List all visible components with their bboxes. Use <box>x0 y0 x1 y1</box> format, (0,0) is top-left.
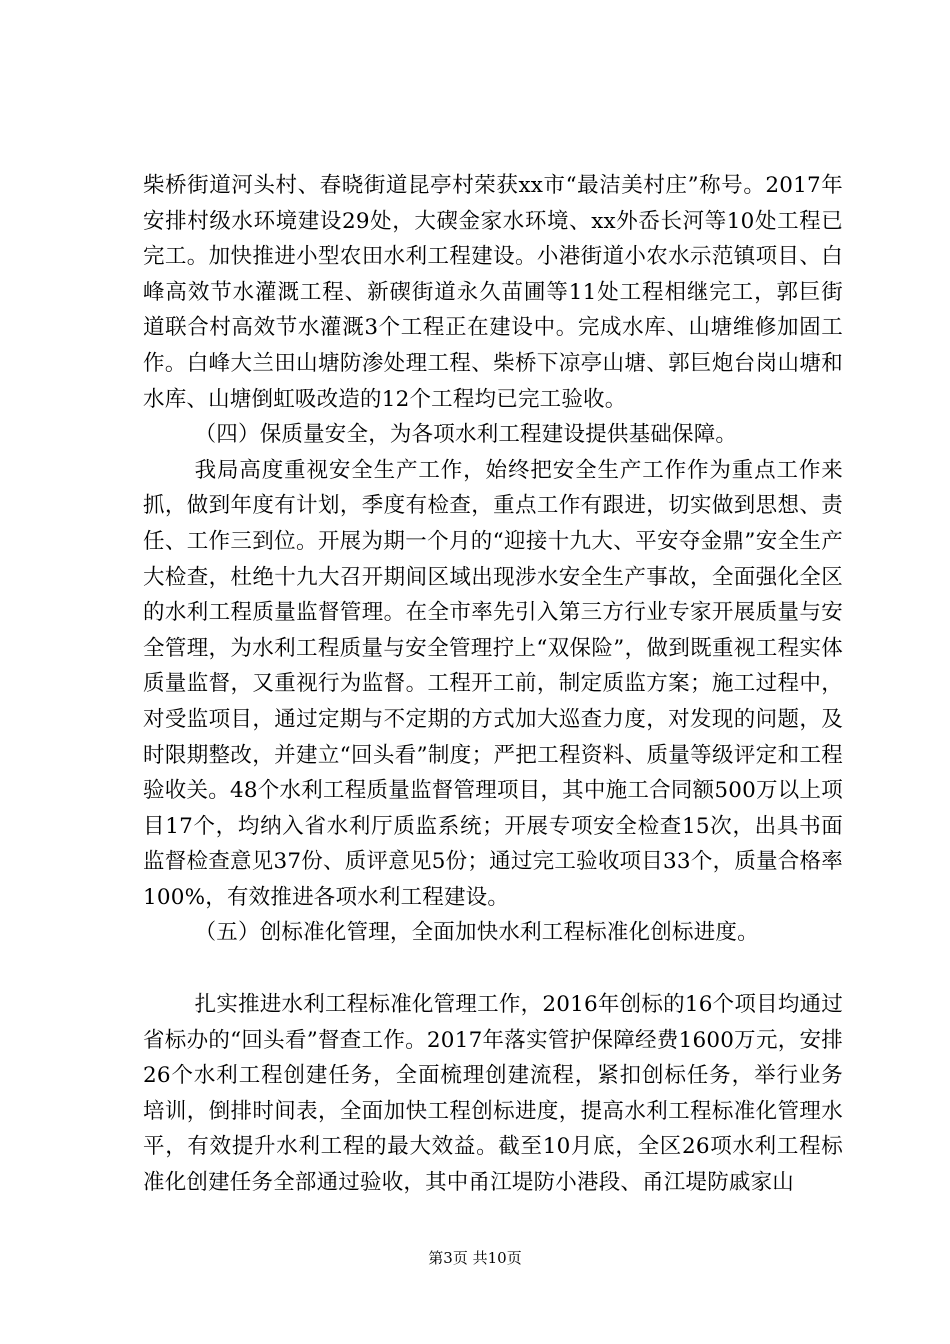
page-number-footer: 第3页 共10页 <box>428 1249 522 1267</box>
paragraph-water-environment: 柴桥街道河头村、春晓街道昆亭村荣获xx市“最洁美村庄”称号。2017年安排村级水环境建设29处，大碶金家水环境、xx外岙长河等10处工程已完工。加快推进小型农田水利工程建设。小港街道小农水示范镇项目、白峰高效节水灌溉工程、新碶街道永久苗圃等11处工程相继完工，郭巨街道联合村高效节水灌溉3个工程正在建设中。完成水库、山塘维修加固工作。白峰大兰田山塘防渗处理工程、柴桥下凉亭山塘、郭巨炮台岗山塘和水库、山塘倒虹吸改造的12个工程均已完工验收。 <box>143 173 843 412</box>
paragraph-standardization: 扎实推进水利工程标准化管理工作，2016年创标的16个项目均通过省标办的“回头看”督查工作。2017年落实管护保障经费1600万元，安排26个水利工程创建任务，全面梳理创建流程，紧扣创标任务，举行业务培训，倒排时间表，全面加快工程创标进度，提高水利工程标准化管理水平，有效提升水利工程的最大效益。截至10月底，全区26项水利工程标准化创建任务全部通过验收，其中甬江堤防小港段、甬江堤防戚家山 <box>143 992 843 1196</box>
section-heading-quality-safety: （四）保质量安全，为各项水利工程建设提供基础保障。 <box>194 422 738 448</box>
paragraph-safety-production: 我局高度重视安全生产工作，始终把安全生产工作作为重点工作来抓，做到年度有计划，季度有检查，重点工作有跟进，切实做到思想、责任、工作三到位。开展为期一个月的“迎接十九大、平安夺金鼎”安全生产大检查，杜绝十九大召开期间区域出现涉水安全生产事故，全面强化全区的水利工程质量监督管理。在全市率先引入第三方行业专家开展质量与安全管理，为水利工程质量与安全管理拧上“双保险”，做到既重视工程实体质量监督，又重视行为监督。工程开工前，制定质监方案；施工过程中，对受监项目，通过定期与不定期的方式加大巡查力度，对发现的问题，及时限期整改，并建立“回头看”制度；严把工程资料、质量等级评定和工程验收关。48个水利工程质量监督管理项目，其中施工合同额500万以上项目17个，均纳入省水利厅质监系统；开展专项安全检查15次，出具书面监督检查意见37份、质评意见5份；通过完工验收项目33个，质量合格率100%，有效推进各项水利工程建设。 <box>143 457 843 910</box>
section-heading-standardization: （五）创标准化管理，全面加快水利工程标准化创标进度。 <box>194 920 759 946</box>
body-text <box>143 168 843 1201</box>
paragraph-gap <box>143 951 843 987</box>
